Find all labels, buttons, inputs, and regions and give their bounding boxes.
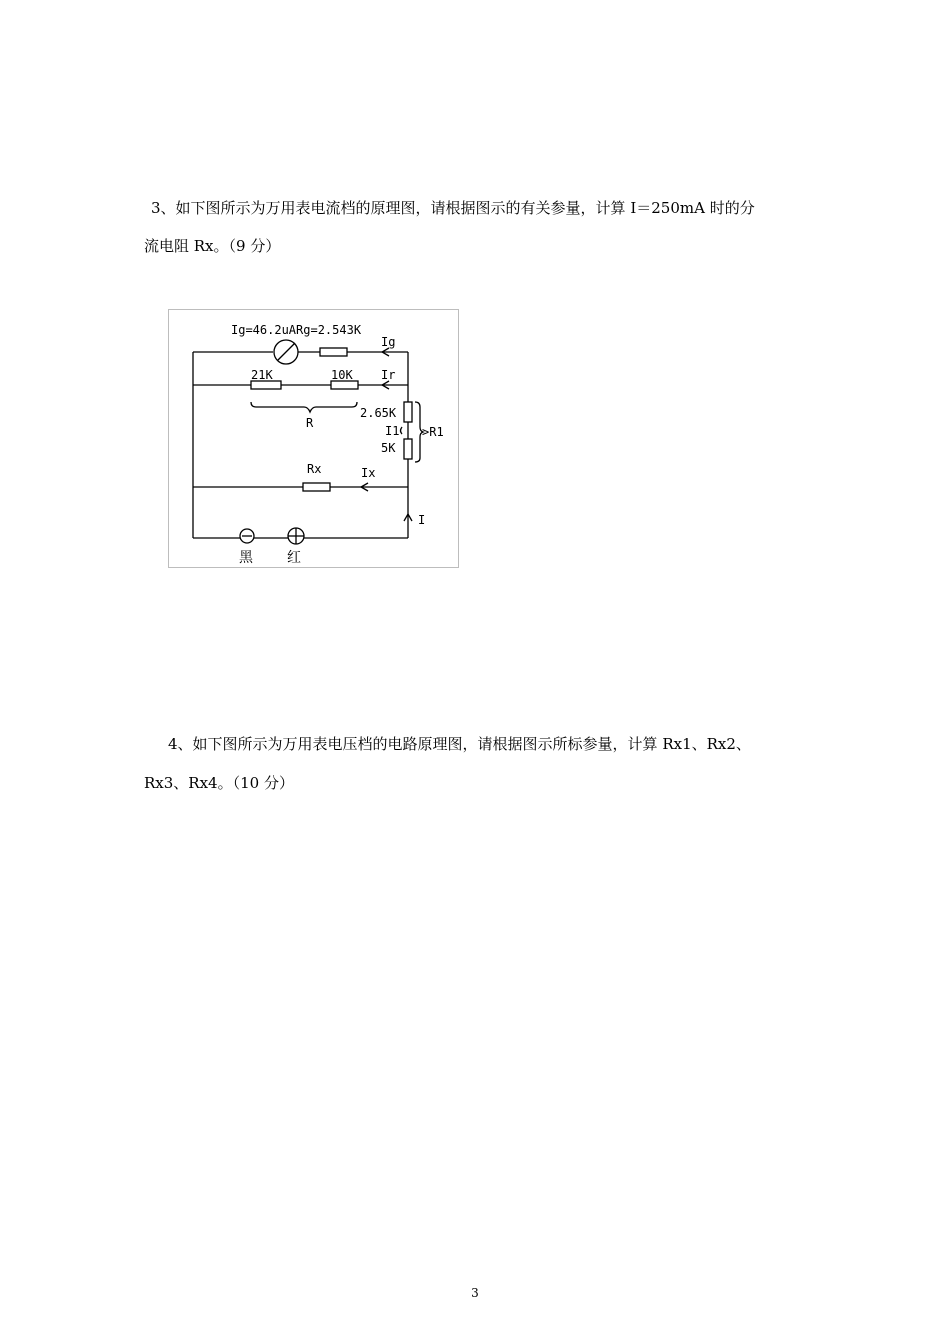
- ig-rg-label: Ig=46.2uARg=2.543K: [231, 323, 362, 337]
- resistor-5k: [404, 439, 412, 459]
- i1-arrow-icon: [401, 427, 403, 434]
- i-label: I: [418, 513, 426, 527]
- circuit-svg: [169, 310, 459, 568]
- resistor-21k: [251, 381, 281, 389]
- ix-label: Ix: [361, 466, 376, 480]
- r1-label: >R1: [422, 425, 444, 439]
- question-3-line-2: 流电阻 Rx。（9 分）: [144, 237, 281, 255]
- question-3-line-1: 3、如下图所示为万用表电流档的原理图，请根据图示的有关参量，计算 I＝250mA 时的分: [151, 199, 755, 217]
- rx-label: Rx: [307, 462, 322, 476]
- ir-label: Ir: [381, 368, 396, 382]
- r5k-label: 5K: [381, 441, 396, 455]
- rg-resistor: [320, 348, 347, 356]
- i1-label: I1: [385, 424, 400, 438]
- resistor-2-65k: [404, 402, 412, 422]
- page-number: 3: [471, 1286, 479, 1300]
- r10k-label: 10K: [331, 368, 353, 382]
- resistor-rx: [303, 483, 330, 491]
- black-terminal-label: 黑: [239, 550, 253, 566]
- r21k-label: 21K: [251, 368, 273, 382]
- r265k-label: 2.65K: [360, 406, 397, 420]
- question-4-line-2: Rx3、Rx4。（10 分）: [144, 774, 294, 792]
- red-terminal-label: 红: [287, 550, 301, 566]
- ammeter-circuit-diagram: [168, 309, 459, 568]
- resistor-10k: [331, 381, 358, 389]
- galvanometer-needle: [278, 343, 295, 360]
- ig-label: Ig: [381, 335, 396, 349]
- question-4-line-1: 4、如下图所示为万用表电压档的电路原理图，请根据图示所标参量，计算 Rx1、Rx2、: [168, 735, 751, 753]
- r-label: R: [306, 416, 314, 430]
- r-brace: [251, 402, 357, 412]
